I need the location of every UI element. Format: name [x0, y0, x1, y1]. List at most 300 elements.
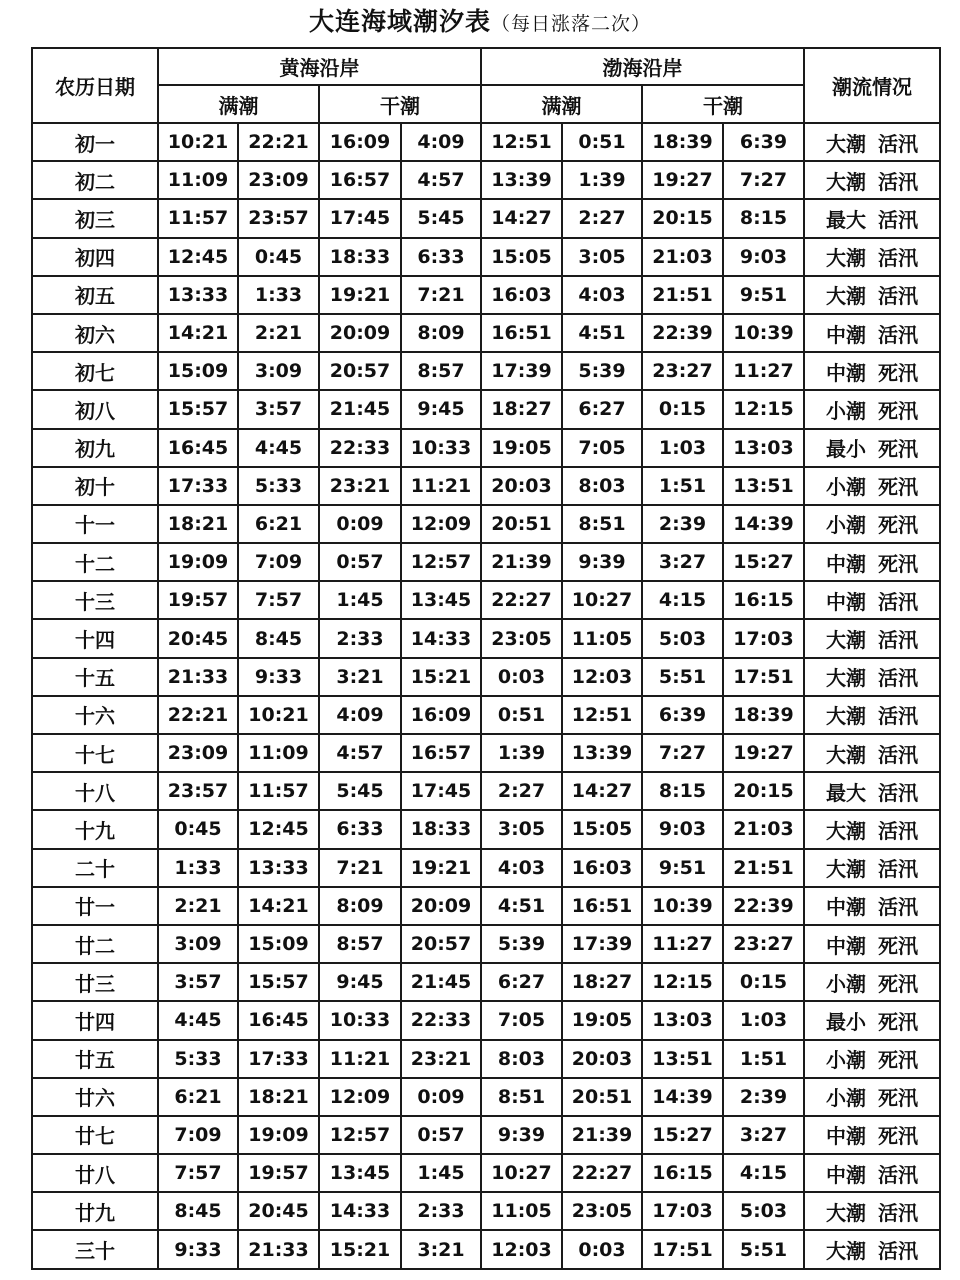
ys-high-1: 7:09 [158, 1116, 238, 1154]
bh-high-2: 1:39 [562, 161, 642, 199]
table-row [32, 238, 940, 276]
bh-low-2: 23:27 [723, 925, 804, 963]
ys-low-2: 0:09 [401, 1078, 481, 1116]
ys-high-2: 13:33 [238, 849, 319, 887]
bh-high-2: 20:03 [562, 1040, 642, 1078]
ys-high-2: 7:09 [238, 543, 319, 581]
tide-level: 中潮 [826, 322, 866, 347]
ys-high-1: 1:33 [158, 849, 238, 887]
tide-table-body [32, 123, 940, 1269]
bh-high-2: 17:39 [562, 925, 642, 963]
date-cell: 初六 [32, 314, 158, 352]
table-row [32, 161, 940, 199]
ys-high-1: 20:45 [158, 619, 238, 657]
status-cell [804, 810, 940, 848]
ys-high-2: 3:57 [238, 390, 319, 428]
ys-low-1: 4:09 [319, 696, 401, 734]
tide-flow: 死汛 [878, 1124, 918, 1149]
bh-low-1: 7:27 [642, 734, 723, 772]
bh-low-2: 7:27 [723, 161, 804, 199]
ys-high-2: 10:21 [238, 696, 319, 734]
bh-high-1: 1:39 [481, 734, 562, 772]
table-row [32, 276, 940, 314]
tide-level: 最大 [826, 207, 866, 232]
bh-low-1: 0:15 [642, 390, 723, 428]
table-row [32, 543, 940, 581]
tide-level: 小潮 [826, 971, 866, 996]
status-cell [804, 390, 940, 428]
status-cell [804, 467, 940, 505]
tide-flow: 死汛 [878, 1086, 918, 1111]
tide-level: 大潮 [826, 1239, 866, 1264]
bh-low-2: 15:27 [723, 543, 804, 581]
tide-level: 最小 [826, 437, 866, 462]
ys-high-2: 11:57 [238, 772, 319, 810]
table-row [32, 925, 940, 963]
tide-level: 大潮 [826, 284, 866, 309]
bh-low-2: 1:03 [723, 1001, 804, 1039]
bh-high-1: 8:51 [481, 1078, 562, 1116]
bh-high-2: 20:51 [562, 1078, 642, 1116]
ys-low-2: 6:33 [401, 238, 481, 276]
table-row [32, 1116, 940, 1154]
bh-high-2: 19:05 [562, 1001, 642, 1039]
tide-flow: 死汛 [878, 437, 918, 462]
table-row [32, 581, 940, 619]
ys-low-2: 14:33 [401, 619, 481, 657]
ys-low-2: 3:21 [401, 1230, 481, 1268]
bh-low-2: 20:15 [723, 772, 804, 810]
tide-level: 大潮 [826, 704, 866, 729]
tide-level: 小潮 [826, 398, 866, 423]
table-row [32, 352, 940, 390]
date-cell: 十四 [32, 619, 158, 657]
bh-low-2: 0:15 [723, 963, 804, 1001]
bh-low-1: 1:03 [642, 429, 723, 467]
ys-high-2: 17:33 [238, 1040, 319, 1078]
bh-high-1: 15:05 [481, 238, 562, 276]
title-subtitle: （每日涨落二次） [491, 13, 652, 35]
bh-low-1: 14:39 [642, 1078, 723, 1116]
page-title [0, 4, 960, 42]
status-cell [804, 734, 940, 772]
tide-flow: 活汛 [878, 666, 918, 691]
status-cell [804, 352, 940, 390]
ys-low-1: 8:09 [319, 887, 401, 925]
bh-high-2: 3:05 [562, 238, 642, 276]
ys-low-1: 23:21 [319, 467, 401, 505]
bh-high-2: 11:05 [562, 619, 642, 657]
date-cell: 初十 [32, 467, 158, 505]
tide-level: 大潮 [826, 131, 866, 156]
ys-low-1: 17:45 [319, 199, 401, 237]
status-cell [804, 505, 940, 543]
bh-low-2: 12:15 [723, 390, 804, 428]
date-cell: 十五 [32, 658, 158, 696]
tide-level: 中潮 [826, 551, 866, 576]
ys-high-2: 23:09 [238, 161, 319, 199]
ys-low-2: 0:57 [401, 1116, 481, 1154]
ys-low-1: 20:57 [319, 352, 401, 390]
bh-low-2: 18:39 [723, 696, 804, 734]
tide-level: 最大 [826, 780, 866, 805]
bh-low-1: 20:15 [642, 199, 723, 237]
bh-low-2: 21:51 [723, 849, 804, 887]
tide-flow: 活汛 [878, 246, 918, 271]
bh-high-1: 16:51 [481, 314, 562, 352]
bh-high-1: 23:05 [481, 619, 562, 657]
date-cell: 十七 [32, 734, 158, 772]
table-row [32, 390, 940, 428]
table-row [32, 696, 940, 734]
ys-low-2: 17:45 [401, 772, 481, 810]
bh-high-2: 22:27 [562, 1154, 642, 1192]
date-cell: 廿九 [32, 1192, 158, 1230]
ys-low-1: 4:57 [319, 734, 401, 772]
bh-low-1: 15:27 [642, 1116, 723, 1154]
date-cell: 廿四 [32, 1001, 158, 1039]
status-cell [804, 276, 940, 314]
bh-high-1: 8:03 [481, 1040, 562, 1078]
bh-low-1: 11:27 [642, 925, 723, 963]
bh-high-1: 7:05 [481, 1001, 562, 1039]
bh-low-1: 5:03 [642, 619, 723, 657]
ys-high-1: 4:45 [158, 1001, 238, 1039]
header-ys-high-tide: 满潮 [158, 85, 319, 123]
ys-low-1: 10:33 [319, 1001, 401, 1039]
ys-high-1: 23:57 [158, 772, 238, 810]
tide-level: 小潮 [826, 513, 866, 538]
bh-low-2: 17:03 [723, 619, 804, 657]
ys-high-1: 3:57 [158, 963, 238, 1001]
bh-high-2: 0:51 [562, 123, 642, 161]
bh-high-1: 5:39 [481, 925, 562, 963]
bh-low-1: 17:51 [642, 1230, 723, 1268]
bh-low-2: 21:03 [723, 810, 804, 848]
tide-flow: 死汛 [878, 360, 918, 385]
ys-low-1: 19:21 [319, 276, 401, 314]
ys-low-1: 6:33 [319, 810, 401, 848]
table-row [32, 963, 940, 1001]
status-cell [804, 429, 940, 467]
ys-low-1: 0:09 [319, 505, 401, 543]
status-cell [804, 161, 940, 199]
ys-high-2: 20:45 [238, 1192, 319, 1230]
bh-high-2: 10:27 [562, 581, 642, 619]
bh-low-2: 1:51 [723, 1040, 804, 1078]
bh-high-1: 11:05 [481, 1192, 562, 1230]
bh-high-1: 10:27 [481, 1154, 562, 1192]
ys-low-2: 20:57 [401, 925, 481, 963]
ys-high-2: 15:57 [238, 963, 319, 1001]
ys-high-1: 13:33 [158, 276, 238, 314]
bh-high-2: 14:27 [562, 772, 642, 810]
ys-low-2: 8:09 [401, 314, 481, 352]
ys-high-2: 11:09 [238, 734, 319, 772]
tide-flow: 死汛 [878, 475, 918, 500]
ys-low-2: 19:21 [401, 849, 481, 887]
ys-low-2: 11:21 [401, 467, 481, 505]
bh-high-2: 9:39 [562, 543, 642, 581]
tide-level: 大潮 [826, 628, 866, 653]
bh-high-1: 22:27 [481, 581, 562, 619]
date-cell: 初九 [32, 429, 158, 467]
bh-high-1: 3:05 [481, 810, 562, 848]
ys-high-1: 6:21 [158, 1078, 238, 1116]
bh-high-2: 4:51 [562, 314, 642, 352]
ys-high-1: 19:57 [158, 581, 238, 619]
bh-low-2: 5:03 [723, 1192, 804, 1230]
tide-level: 大潮 [826, 169, 866, 194]
ys-high-1: 15:57 [158, 390, 238, 428]
tide-flow: 活汛 [878, 207, 918, 232]
status-cell [804, 314, 940, 352]
tide-flow: 活汛 [878, 742, 918, 767]
ys-low-2: 4:57 [401, 161, 481, 199]
table-row [32, 1078, 940, 1116]
table-row [32, 1230, 940, 1268]
bh-high-2: 8:03 [562, 467, 642, 505]
tide-flow: 死汛 [878, 398, 918, 423]
tide-level: 小潮 [826, 1086, 866, 1111]
bh-high-1: 2:27 [481, 772, 562, 810]
ys-high-1: 14:21 [158, 314, 238, 352]
table-row [32, 314, 940, 352]
tide-flow: 活汛 [878, 1200, 918, 1225]
tide-flow: 活汛 [878, 1239, 918, 1264]
ys-high-1: 15:09 [158, 352, 238, 390]
ys-low-1: 20:09 [319, 314, 401, 352]
tide-level: 中潮 [826, 933, 866, 958]
table-row [32, 849, 940, 887]
status-cell [804, 1154, 940, 1192]
status-cell [804, 619, 940, 657]
status-cell [804, 696, 940, 734]
ys-high-2: 2:21 [238, 314, 319, 352]
bh-high-1: 21:39 [481, 543, 562, 581]
ys-high-1: 17:33 [158, 467, 238, 505]
bh-low-2: 13:51 [723, 467, 804, 505]
date-cell: 十六 [32, 696, 158, 734]
ys-high-2: 18:21 [238, 1078, 319, 1116]
date-cell: 三十 [32, 1230, 158, 1268]
bh-low-2: 5:51 [723, 1230, 804, 1268]
tide-flow: 死汛 [878, 513, 918, 538]
header-ys-low-tide: 干潮 [319, 85, 481, 123]
date-cell: 十一 [32, 505, 158, 543]
bh-high-1: 16:03 [481, 276, 562, 314]
ys-high-1: 9:33 [158, 1230, 238, 1268]
ys-high-2: 23:57 [238, 199, 319, 237]
ys-low-1: 11:21 [319, 1040, 401, 1078]
ys-low-2: 12:57 [401, 543, 481, 581]
status-cell [804, 238, 940, 276]
ys-high-1: 10:21 [158, 123, 238, 161]
bh-high-1: 20:51 [481, 505, 562, 543]
tide-flow: 活汛 [878, 169, 918, 194]
date-cell: 廿七 [32, 1116, 158, 1154]
table-row [32, 734, 940, 772]
ys-low-2: 8:57 [401, 352, 481, 390]
date-cell: 十八 [32, 772, 158, 810]
ys-low-1: 14:33 [319, 1192, 401, 1230]
date-cell: 廿二 [32, 925, 158, 963]
table-row [32, 123, 940, 161]
bh-low-1: 23:27 [642, 352, 723, 390]
status-cell [804, 1001, 940, 1039]
ys-low-2: 21:45 [401, 963, 481, 1001]
bh-high-2: 12:03 [562, 658, 642, 696]
date-cell: 廿五 [32, 1040, 158, 1078]
ys-high-2: 19:09 [238, 1116, 319, 1154]
title-main: 大连海域潮汐表 [308, 7, 491, 36]
table-row [32, 1040, 940, 1078]
bh-high-2: 15:05 [562, 810, 642, 848]
ys-high-1: 16:45 [158, 429, 238, 467]
ys-low-2: 18:33 [401, 810, 481, 848]
bh-low-1: 9:03 [642, 810, 723, 848]
ys-high-2: 7:57 [238, 581, 319, 619]
bh-high-2: 12:51 [562, 696, 642, 734]
table-row [32, 467, 940, 505]
tide-flow: 活汛 [878, 1162, 918, 1187]
date-cell: 初三 [32, 199, 158, 237]
table-row [32, 619, 940, 657]
table-row [32, 887, 940, 925]
ys-high-1: 23:09 [158, 734, 238, 772]
ys-high-1: 5:33 [158, 1040, 238, 1078]
bh-high-1: 12:03 [481, 1230, 562, 1268]
tide-level: 最小 [826, 1009, 866, 1034]
bh-low-2: 19:27 [723, 734, 804, 772]
bh-low-1: 13:03 [642, 1001, 723, 1039]
ys-low-1: 12:09 [319, 1078, 401, 1116]
ys-high-2: 14:21 [238, 887, 319, 925]
ys-high-2: 9:33 [238, 658, 319, 696]
ys-high-1: 2:21 [158, 887, 238, 925]
date-cell: 初七 [32, 352, 158, 390]
ys-low-1: 1:45 [319, 581, 401, 619]
status-cell [804, 123, 940, 161]
status-cell [804, 772, 940, 810]
ys-low-2: 7:21 [401, 276, 481, 314]
ys-high-2: 16:45 [238, 1001, 319, 1039]
ys-high-2: 0:45 [238, 238, 319, 276]
bh-high-1: 14:27 [481, 199, 562, 237]
bh-high-1: 9:39 [481, 1116, 562, 1154]
bh-low-2: 17:51 [723, 658, 804, 696]
bh-low-2: 13:03 [723, 429, 804, 467]
bh-high-2: 21:39 [562, 1116, 642, 1154]
ys-high-2: 4:45 [238, 429, 319, 467]
status-cell [804, 658, 940, 696]
ys-high-2: 22:21 [238, 123, 319, 161]
bh-low-1: 9:51 [642, 849, 723, 887]
ys-low-1: 22:33 [319, 429, 401, 467]
tide-flow: 活汛 [878, 857, 918, 882]
bh-low-1: 8:15 [642, 772, 723, 810]
table-row [32, 1001, 940, 1039]
table-row [32, 772, 940, 810]
ys-high-1: 3:09 [158, 925, 238, 963]
bh-high-1: 4:03 [481, 849, 562, 887]
bh-low-1: 19:27 [642, 161, 723, 199]
tide-flow: 活汛 [878, 895, 918, 920]
status-cell [804, 1230, 940, 1268]
status-cell [804, 1192, 940, 1230]
ys-high-1: 21:33 [158, 658, 238, 696]
tide-level: 大潮 [826, 1200, 866, 1225]
ys-high-2: 5:33 [238, 467, 319, 505]
tide-level: 大潮 [826, 818, 866, 843]
tide-level: 大潮 [826, 246, 866, 271]
tide-level: 大潮 [826, 666, 866, 691]
bh-low-1: 21:03 [642, 238, 723, 276]
date-cell: 十九 [32, 810, 158, 848]
date-cell: 初四 [32, 238, 158, 276]
bh-high-1: 17:39 [481, 352, 562, 390]
date-cell: 廿八 [32, 1154, 158, 1192]
bh-high-2: 23:05 [562, 1192, 642, 1230]
status-cell [804, 849, 940, 887]
table-row [32, 199, 940, 237]
tide-flow: 活汛 [878, 284, 918, 309]
status-cell [804, 1116, 940, 1154]
tide-level: 中潮 [826, 1124, 866, 1149]
bh-low-1: 1:51 [642, 467, 723, 505]
date-cell: 初八 [32, 390, 158, 428]
bh-high-2: 16:03 [562, 849, 642, 887]
ys-high-1: 7:57 [158, 1154, 238, 1192]
bh-low-1: 18:39 [642, 123, 723, 161]
ys-low-1: 2:33 [319, 619, 401, 657]
tide-flow: 活汛 [878, 704, 918, 729]
header-bohai-sea: 渤海沿岸 [481, 48, 804, 85]
bh-high-1: 18:27 [481, 390, 562, 428]
bh-low-2: 8:15 [723, 199, 804, 237]
ys-low-2: 22:33 [401, 1001, 481, 1039]
header-bh-low-tide: 干潮 [642, 85, 804, 123]
bh-low-2: 10:39 [723, 314, 804, 352]
ys-high-1: 18:21 [158, 505, 238, 543]
status-cell [804, 199, 940, 237]
header-yellow-sea: 黄海沿岸 [158, 48, 481, 85]
bh-high-2: 5:39 [562, 352, 642, 390]
ys-low-1: 5:45 [319, 772, 401, 810]
bh-low-1: 21:51 [642, 276, 723, 314]
ys-low-1: 9:45 [319, 963, 401, 1001]
ys-low-2: 12:09 [401, 505, 481, 543]
bh-high-1: 19:05 [481, 429, 562, 467]
ys-low-2: 2:33 [401, 1192, 481, 1230]
date-cell: 二十 [32, 849, 158, 887]
ys-high-2: 1:33 [238, 276, 319, 314]
ys-low-2: 23:21 [401, 1040, 481, 1078]
ys-high-1: 19:09 [158, 543, 238, 581]
bh-low-1: 10:39 [642, 887, 723, 925]
date-cell: 初一 [32, 123, 158, 161]
ys-high-2: 21:33 [238, 1230, 319, 1268]
ys-high-2: 19:57 [238, 1154, 319, 1192]
ys-high-1: 22:21 [158, 696, 238, 734]
header-status: 潮流情况 [804, 48, 940, 123]
ys-high-2: 3:09 [238, 352, 319, 390]
ys-low-1: 15:21 [319, 1230, 401, 1268]
bh-high-2: 13:39 [562, 734, 642, 772]
bh-high-1: 0:03 [481, 658, 562, 696]
ys-low-2: 16:09 [401, 696, 481, 734]
bh-low-1: 4:15 [642, 581, 723, 619]
